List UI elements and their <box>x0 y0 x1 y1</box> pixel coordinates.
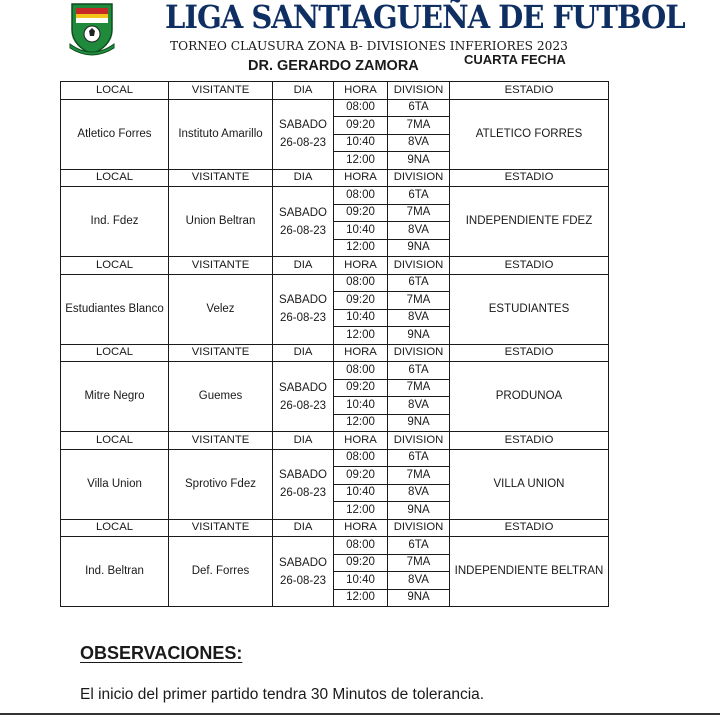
column-header-local: LOCAL <box>61 432 169 450</box>
local-team: Villa Union <box>61 449 169 519</box>
slot-division: 7MA <box>388 467 450 485</box>
slot-time: 10:40 <box>334 134 388 152</box>
local-team: Estudiantes Blanco <box>61 274 169 344</box>
local-team: Atletico Forres <box>61 99 169 169</box>
slot-time: 09:20 <box>334 117 388 135</box>
slot-division: 7MA <box>388 554 450 572</box>
match-slot-row <box>61 449 609 467</box>
stadium: ATLETICO FORRES <box>450 99 609 169</box>
slot-time: 12:00 <box>334 152 388 170</box>
stadium: PRODUNOA <box>450 362 609 432</box>
slot-time: 10:40 <box>334 309 388 327</box>
slot-division: 9NA <box>388 239 450 257</box>
column-header-estadio: ESTADIO <box>450 432 609 450</box>
slot-division: 8VA <box>388 309 450 327</box>
slot-division: 7MA <box>388 379 450 397</box>
slot-time: 09:20 <box>334 467 388 485</box>
slot-time: 08:00 <box>334 187 388 205</box>
column-header-dia: DIA <box>273 344 334 362</box>
slot-time: 12:00 <box>334 239 388 257</box>
visiting-team: Union Beltran <box>169 187 273 257</box>
column-header-dia: DIA <box>273 519 334 537</box>
slot-division: 6TA <box>388 99 450 117</box>
column-header-local: LOCAL <box>61 344 169 362</box>
match-date: 26-08-23 <box>279 399 327 412</box>
match-slot-row <box>61 187 609 205</box>
match-date: 26-08-23 <box>279 487 327 499</box>
local-team: Ind. Fdez <box>61 187 169 257</box>
column-header-hora: HORA <box>334 169 388 187</box>
schedule-body <box>61 82 609 607</box>
column-header-division: DIVISION <box>388 519 450 537</box>
slot-division: 9NA <box>388 589 450 607</box>
document-header <box>0 0 720 82</box>
slot-time: 08:00 <box>334 449 388 467</box>
column-header-division: DIVISION <box>388 257 450 275</box>
column-header-division: DIVISION <box>388 344 450 362</box>
match-date: 26-08-23 <box>279 312 327 324</box>
column-header-local: LOCAL <box>61 82 169 100</box>
slot-division: 6TA <box>388 187 450 205</box>
visiting-team: Sprotivo Fdez <box>169 449 273 519</box>
slot-time: 12:00 <box>334 414 388 432</box>
match-day-name: SABADO <box>279 381 327 394</box>
match-date: 26-08-23 <box>279 574 327 587</box>
slot-time: 08:00 <box>334 362 388 380</box>
slot-division: 6TA <box>388 362 450 380</box>
slot-division: 6TA <box>388 537 450 555</box>
slot-time: 12:00 <box>334 502 388 520</box>
match-day <box>273 187 334 257</box>
column-header-estadio: ESTADIO <box>450 519 609 537</box>
visiting-team: Instituto Amarillo <box>169 99 273 169</box>
column-header-local: LOCAL <box>61 169 169 187</box>
match-header-row <box>61 519 609 537</box>
stadium: INDEPENDIENTE FDEZ <box>450 187 609 257</box>
column-header-division: DIVISION <box>388 169 450 187</box>
stadium: INDEPENDIENTE BELTRAN <box>450 537 609 607</box>
match-day <box>273 99 334 169</box>
column-header-local: LOCAL <box>61 257 169 275</box>
slot-division: 9NA <box>388 502 450 520</box>
match-day-name: SABADO <box>279 206 327 219</box>
match-header-row <box>61 432 609 450</box>
schedule-table <box>60 81 609 607</box>
match-date: 26-08-23 <box>279 137 327 149</box>
match-date: 26-08-23 <box>279 224 327 237</box>
visiting-team: Velez <box>169 274 273 344</box>
match-slot-row <box>61 537 609 555</box>
league-title: LIGA SANTIAGUEÑA DE FUTBOL <box>165 0 685 36</box>
slot-time: 12:00 <box>334 327 388 345</box>
visiting-team: Guemes <box>169 362 273 432</box>
column-header-estadio: ESTADIO <box>450 82 609 100</box>
slot-division: 8VA <box>388 222 450 240</box>
column-header-hora: HORA <box>334 432 388 450</box>
slot-division: 8VA <box>388 397 450 415</box>
visiting-team: Def. Forres <box>169 537 273 607</box>
match-day-name: SABADO <box>279 119 327 131</box>
column-header-visitante: VISITANTE <box>169 257 273 275</box>
column-header-visitante: VISITANTE <box>169 169 273 187</box>
slot-time: 09:20 <box>334 379 388 397</box>
slot-division: 7MA <box>388 204 450 222</box>
column-header-estadio: ESTADIO <box>450 169 609 187</box>
column-header-dia: DIA <box>273 82 334 100</box>
local-team: Mitre Negro <box>61 362 169 432</box>
match-day-name: SABADO <box>279 294 327 306</box>
column-header-visitante: VISITANTE <box>169 519 273 537</box>
stadium: VILLA UNION <box>450 449 609 519</box>
slot-time: 10:40 <box>334 397 388 415</box>
zone-name: DR. GERARDO ZAMORA <box>248 58 419 74</box>
slot-division: 9NA <box>388 414 450 432</box>
bottom-divider <box>0 713 720 715</box>
slot-division: 9NA <box>388 327 450 345</box>
column-header-visitante: VISITANTE <box>169 432 273 450</box>
slot-time: 09:20 <box>334 204 388 222</box>
match-day <box>273 537 334 607</box>
observations-text: El inicio del primer partido tendra 30 Minutos de tolerancia. <box>80 686 485 703</box>
slot-time: 10:40 <box>334 572 388 590</box>
column-header-dia: DIA <box>273 257 334 275</box>
match-day-name: SABADO <box>279 556 327 569</box>
tournament-subtitle: TORNEO CLAUSURA ZONA B- DIVISIONES INFERIORES 2023 <box>170 39 568 53</box>
slot-time: 10:40 <box>334 484 388 502</box>
column-header-local: LOCAL <box>61 519 169 537</box>
local-team: Ind. Beltran <box>61 537 169 607</box>
match-day <box>273 362 334 432</box>
match-slot-row <box>61 99 609 117</box>
match-header-row <box>61 82 609 100</box>
slot-time: 08:00 <box>334 99 388 117</box>
slot-division: 8VA <box>388 484 450 502</box>
match-day-name: SABADO <box>279 469 327 481</box>
crest-shield-icon <box>64 0 120 56</box>
match-day <box>273 274 334 344</box>
column-header-hora: HORA <box>334 82 388 100</box>
slot-division: 8VA <box>388 572 450 590</box>
slot-division: 9NA <box>388 152 450 170</box>
column-header-division: DIVISION <box>388 82 450 100</box>
slot-time: 08:00 <box>334 274 388 292</box>
stadium: ESTUDIANTES <box>450 274 609 344</box>
column-header-dia: DIA <box>273 432 334 450</box>
slot-time: 10:40 <box>334 222 388 240</box>
slot-division: 7MA <box>388 292 450 310</box>
column-header-hora: HORA <box>334 344 388 362</box>
match-slot-row <box>61 362 609 380</box>
column-header-estadio: ESTADIO <box>450 344 609 362</box>
league-crest-logo <box>64 0 120 56</box>
slot-time: 09:20 <box>334 554 388 572</box>
match-slot-row <box>61 274 609 292</box>
match-header-row <box>61 169 609 187</box>
column-header-hora: HORA <box>334 257 388 275</box>
column-header-visitante: VISITANTE <box>169 344 273 362</box>
column-header-visitante: VISITANTE <box>169 82 273 100</box>
slot-division: 8VA <box>388 134 450 152</box>
slot-division: 7MA <box>388 117 450 135</box>
slot-time: 09:20 <box>334 292 388 310</box>
slot-division: 6TA <box>388 449 450 467</box>
round-label: CUARTA FECHA <box>464 52 566 67</box>
match-day <box>273 449 334 519</box>
column-header-division: DIVISION <box>388 432 450 450</box>
slot-time: 08:00 <box>334 537 388 555</box>
column-header-dia: DIA <box>273 169 334 187</box>
column-header-estadio: ESTADIO <box>450 257 609 275</box>
column-header-hora: HORA <box>334 519 388 537</box>
slot-division: 6TA <box>388 274 450 292</box>
match-header-row <box>61 344 609 362</box>
observations-title: OBSERVACIONES: <box>80 643 243 663</box>
slot-time: 12:00 <box>334 589 388 607</box>
match-header-row <box>61 257 609 275</box>
